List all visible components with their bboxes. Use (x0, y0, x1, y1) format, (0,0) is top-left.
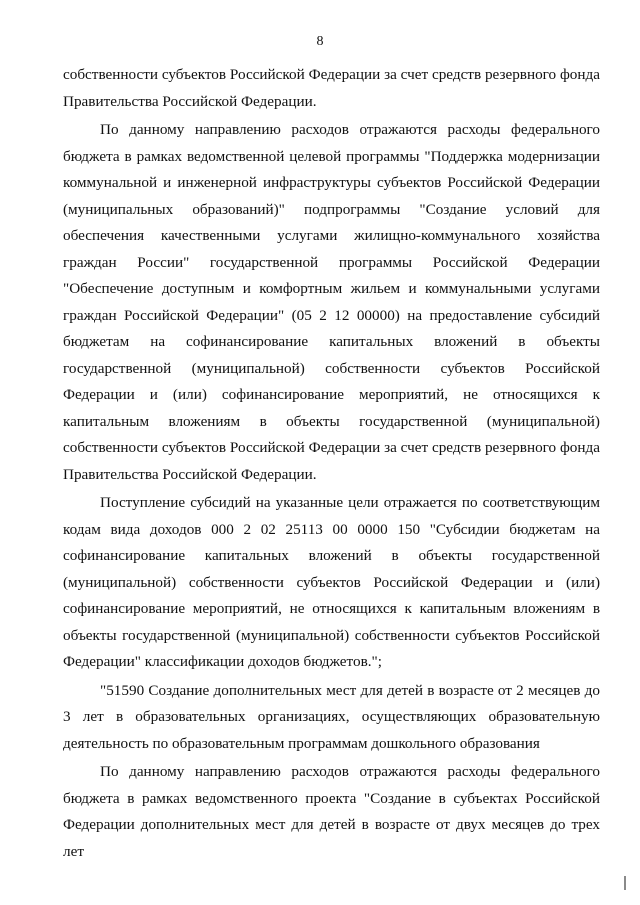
document-body (63, 62, 600, 865)
paragraph-expenses-description: По данному направлению расходов отражаются расходы федерального бюджета в рамках ведомственной целевой программы "Поддержка модернизации коммунальной и инженерной инфраструктуры субъектов Российской Федерации (муниципальных образований)" подпрограммы "Создание условий для обеспечения качественными услугами жилищно-коммунального хозяйства граждан России" государственной программы Российской Федерации "Обеспечение доступным и комфортным жильем и коммунальными услугами граждан Российской Федерации" (05 2 12 00000) на предоставление субсидий бюджетам на софинансирование капитальных вложений в объекты государственной (муниципальной) собственности субъектов Российской Федерации и (или) софинансирование мероприятий, не относящихся к капитальным вложениям в объекты государственной (муниципальной) собственности субъектов Российской Федерации за счет средств резервного фонда Правительства Российской Федерации. (63, 121, 600, 483)
paragraph-project-expenses: По данному направлению расходов отражаются расходы федерального бюджета в рамках ведомственного проекта "Создание в субъектах Российской Федерации дополнительных мест для детей в возрасте от двух месяцев до трех лет (63, 763, 600, 860)
paragraph-code-51590: "51590 Создание дополнительных мест для детей в возрасте от 2 месяцев до 3 лет в образовательных организациях, осуществляющих образовательную деятельность по образовательным программам дошкольного образования (63, 681, 600, 752)
page-number: 8 (316, 34, 324, 49)
paragraph-continuation: собственности субъектов Российской Федерации за счет средств резервного фонда Правительства Российской Федерации. (63, 66, 600, 110)
paragraph-subsidy-receipts: Поступление субсидий на указанные цели отражается по соответствующим кодам вида доходов 000 2 02 25113 00 0000 150 "Субсидии бюджетам на софинансирование капитальных вложений в объекты государственной (муниципальной) собственности субъектов Российской Федерации и (или) софинансирование мероприятий, не относящихся к капитальным вложениям в объекты государственной (муниципальной) собственности субъектов Российской Федерации" классификации доходов бюджетов."; (63, 494, 600, 670)
scan-mark (624, 876, 626, 890)
